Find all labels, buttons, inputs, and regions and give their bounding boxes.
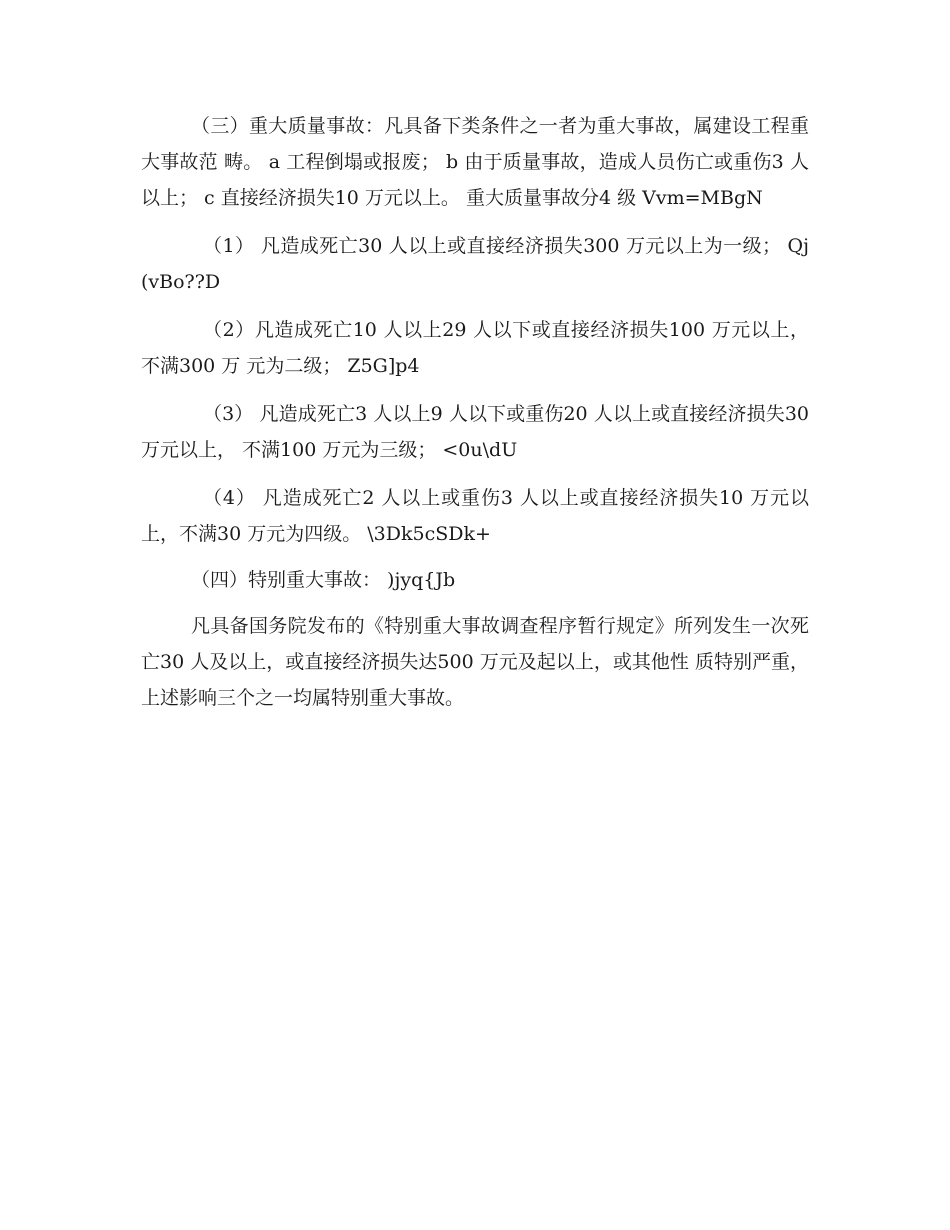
paragraph-level-2: （2）凡造成死亡10 人以上29 人以下或直接经济损失100 万元以上，不满300 万 元为二级； Z5G]p4 (141, 319, 809, 377)
paragraph-level-1: （1） 凡造成死亡30 人以上或直接经济损失300 万元以上为一级； Qj(vBo??D (141, 235, 809, 293)
paragraph-special-accident-heading: （四）特别重大事故： )jyq{Jb (191, 569, 456, 591)
paragraph-level-3: （3） 凡造成死亡3 人以上9 人以下或重伤20 人以上或直接经济损失30 万元以上， 不满100 万元为三级； <0u\dU (141, 403, 809, 461)
paragraph-major-quality-accident: （三）重大质量事故：凡具备下类条件之一者为重大事故，属建设工程重大事故范 畴。 a 工程倒塌或报废； b 由于质量事故，造成人员伤亡或重伤3 人以上； c 直接经济损失10 万元以上。 重大质量事故分4 级 Vvm=MBgN (141, 115, 809, 209)
paragraph-level-4: （4） 凡造成死亡2 人以上或重伤3 人以上或直接经济损失10 万元以上，不满30 万元为四级。 \3Dk5cSDk+ (141, 487, 809, 545)
paragraph-special-accident-definition: 凡具备国务院发布的《特别重大事故调查程序暂行规定》所列发生一次死亡30 人及以上，或直接经济损失达500 万元及起以上，或其他性 质特别严重，上述影响三个之一均属特别重大事故。 (141, 615, 809, 709)
document-body (141, 108, 809, 716)
